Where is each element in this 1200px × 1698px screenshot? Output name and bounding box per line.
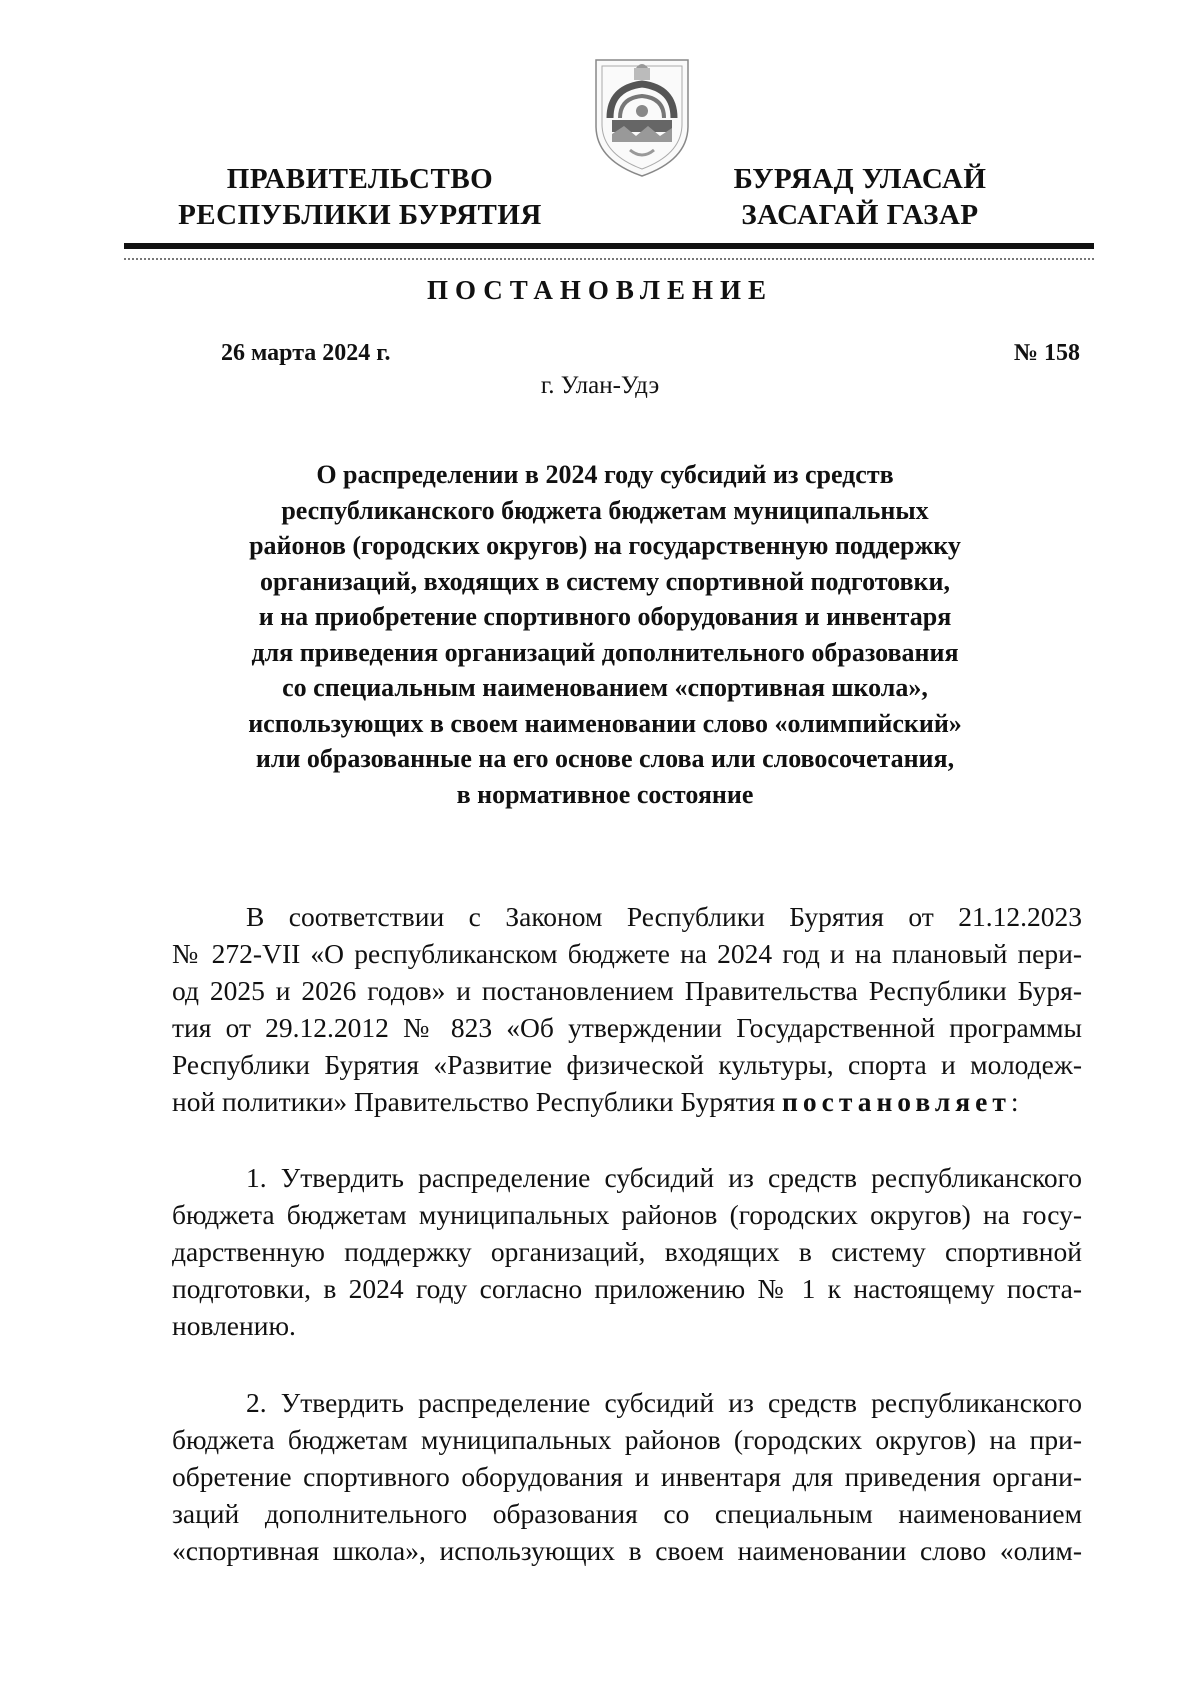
government-name-line-2: РЕСПУБЛИКИ БУРЯТИЯ: [178, 199, 542, 231]
document-type: ПОСТАНОВЛЕНИЕ: [426, 275, 774, 305]
paragraph-line: № 272-VII «О республиканском бюджете на 2024 год и на плановый пери-: [172, 938, 1082, 969]
title-line: О распределении в 2024 году субсидий из средств: [316, 460, 894, 489]
item-1-paragraph: [172, 1159, 1082, 1344]
paragraph-line: новлению.: [172, 1310, 296, 1341]
paragraph-line: В соответствии с Законом Республики Бурятия от 21.12.2023: [246, 901, 1082, 932]
paragraph-line: обретение спортивного оборудования и инвентаря для приведения органи-: [172, 1461, 1082, 1492]
government-name-line-1: ПРАВИТЕЛЬСТВО: [226, 163, 494, 195]
paragraph-line: бюджета бюджетам муниципальных районов (городских округов) на при-: [172, 1424, 1082, 1455]
title-line: районов (городских округов) на государственную поддержку: [249, 531, 961, 560]
government-name-buryat: [690, 161, 1030, 233]
paragraph-line: подготовки, в 2024 году согласно приложению № 1 к настоящему поста-: [172, 1273, 1082, 1304]
preamble-colon: :: [1010, 1086, 1019, 1117]
paragraph-line: Республики Бурятия «Развитие физической культуры, спорта и молодеж-: [172, 1049, 1082, 1080]
item-2-paragraph: [172, 1384, 1082, 1569]
title-line: и на приобретение спортивного оборудования и инвентаря: [258, 602, 952, 631]
document-place: г. Улан-Удэ: [540, 372, 660, 399]
document-number: № 158: [1013, 340, 1080, 366]
government-name-russian: [160, 161, 560, 233]
government-name-buryat-line-1: БУРЯАД УЛАСАЙ: [733, 163, 987, 195]
paragraph-line: бюджета бюджетам муниципальных районов (городских округов) на госу-: [172, 1199, 1082, 1230]
preamble-paragraph: [172, 898, 1082, 1120]
header-rule-thick: [124, 243, 1094, 249]
paragraph-line: 1. Утвердить распределение субсидий из средств республиканского: [246, 1162, 1082, 1193]
title-line: для приведения организаций дополнительного образования: [251, 637, 959, 667]
paragraph-line: дарственную поддержку организаций, входящих в систему спортивной: [172, 1236, 1082, 1267]
decision-verb: постановляет: [782, 1086, 1011, 1117]
document-date: 26 марта 2024 г.: [221, 340, 391, 366]
header-rule-thin: [124, 258, 1094, 260]
paragraph-line: од 2025 и 2026 годов» и постановлением Правительства Республики Буря-: [172, 975, 1082, 1006]
government-name-buryat-line-2: ЗАСАГАЙ ГАЗАР: [741, 199, 979, 231]
title-line: со специальным наименованием «спортивная школа»,: [282, 673, 928, 702]
title-line: республиканского бюджета бюджетам муниципальных: [281, 495, 929, 525]
paragraph-line: тия от 29.12.2012 № 823 «Об утверждении Государственной программы: [172, 1012, 1082, 1043]
title-line: организаций, входящих в систему спортивной подготовки,: [259, 566, 951, 596]
preamble-last-text: ной политики» Правительство Республики Бурятия: [172, 1086, 783, 1117]
paragraph-line: заций дополнительного образования со специальным наименованием: [172, 1498, 1082, 1529]
title-line: или образованные на его основе слова или словосочетания,: [255, 744, 955, 773]
paragraph-line: 2. Утвердить распределение субсидий из средств республиканского: [246, 1387, 1082, 1418]
title-line: в нормативное состояние: [456, 779, 754, 809]
document-title: [210, 457, 1000, 812]
title-line: использующих в своем наименовании слово «олимпийский»: [248, 708, 962, 738]
paragraph-line: [172, 1083, 1082, 1120]
buryatia-coat-of-arms-icon: [590, 56, 694, 180]
paragraph-line: «спортивная школа», использующих в своем наименовании слово «олим-: [172, 1535, 1082, 1566]
